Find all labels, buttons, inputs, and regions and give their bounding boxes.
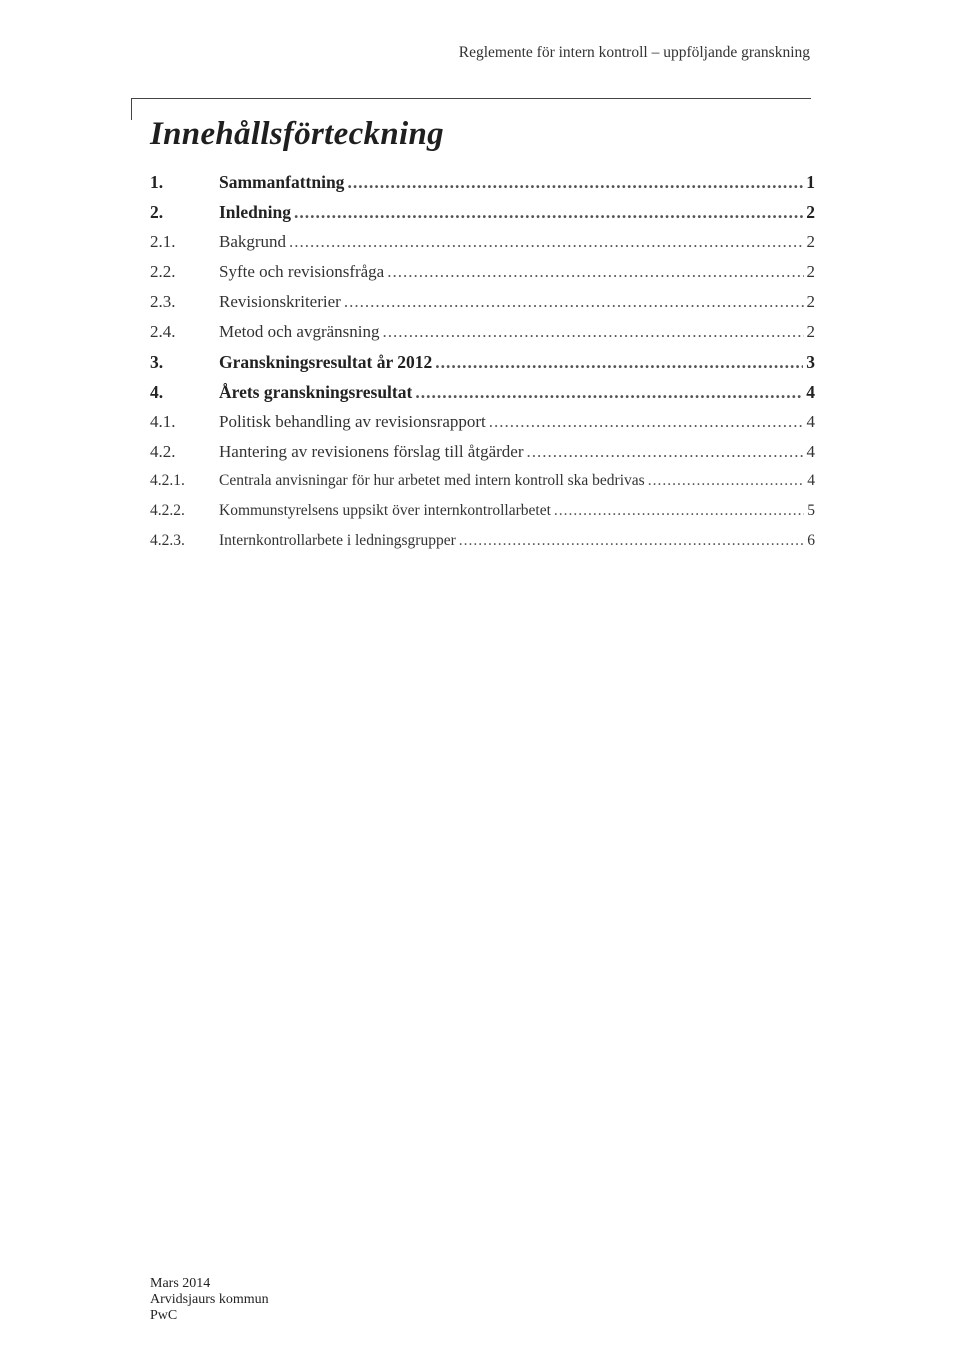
toc-entry[interactable] <box>150 532 815 562</box>
toc-leader-dots <box>415 382 803 403</box>
toc-entry-title: Bakgrund <box>219 232 287 251</box>
toc-entry-number: 2.4. <box>150 322 176 341</box>
toc-entry-title: Internkontrollarbete i ledningsgrupper <box>219 532 456 549</box>
toc-entry-page: 2 <box>806 322 815 341</box>
toc-entry[interactable] <box>150 382 815 412</box>
toc-entry-number: 3. <box>150 352 164 372</box>
toc-entry-title: Sammanfattning <box>219 172 345 192</box>
toc-entry[interactable] <box>150 232 815 262</box>
footer-organization: Arvidsjaurs kommun <box>150 1292 269 1307</box>
toc-entry[interactable] <box>150 172 815 202</box>
header-rule <box>131 98 811 99</box>
toc-entry-number: 4.1. <box>150 412 176 431</box>
footer-author: PwC <box>150 1308 178 1323</box>
document-footer <box>150 1276 269 1324</box>
toc-entry-number: 4.2. <box>150 442 176 461</box>
toc-entry-page: 6 <box>807 532 815 549</box>
toc-entry-number: 2. <box>150 202 164 222</box>
toc-entry-title: Granskningsresultat år 2012 <box>219 352 433 372</box>
toc-entry-number: 1. <box>150 172 164 192</box>
toc-entry-number: 4.2.1. <box>150 472 185 489</box>
toc-entry-number: 4.2.3. <box>150 532 185 549</box>
toc-entry-title: Revisionskriterier <box>219 292 341 311</box>
toc-entry-page: 2 <box>806 202 815 222</box>
toc-heading: Innehållsförteckning <box>150 116 444 152</box>
toc-leader-dots <box>347 172 803 193</box>
toc-entry-number: 2.3. <box>150 292 176 311</box>
toc-entry-title: Metod och avgränsning <box>219 322 380 341</box>
toc-leader-dots <box>435 352 803 373</box>
toc-entry[interactable] <box>150 262 815 292</box>
toc-entry-page: 2 <box>806 292 815 311</box>
toc-leader-dots <box>294 202 803 223</box>
toc-entry[interactable] <box>150 322 815 352</box>
toc-entry[interactable] <box>150 292 815 322</box>
toc-entry-title: Syfte och revisionsfråga <box>219 262 385 281</box>
toc-leader-dots <box>554 502 804 520</box>
table-of-contents <box>150 172 815 562</box>
toc-entry[interactable] <box>150 202 815 232</box>
toc-entry-page: 4 <box>807 472 815 489</box>
toc-entry-page: 4 <box>806 442 815 461</box>
toc-entry[interactable] <box>150 442 815 472</box>
toc-entry-page: 2 <box>806 232 815 251</box>
toc-entry[interactable] <box>150 502 815 532</box>
toc-entry-number: 2.1. <box>150 232 176 251</box>
toc-entry-title: Politisk behandling av revisionsrapport <box>219 412 486 431</box>
toc-leader-dots <box>459 532 805 550</box>
toc-leader-dots <box>344 292 804 312</box>
toc-entry-number: 4. <box>150 382 164 402</box>
toc-entry-title: Hantering av revisionens förslag till åtgärder <box>219 442 524 461</box>
toc-leader-dots <box>526 442 803 462</box>
toc-leader-dots <box>387 262 803 282</box>
toc-leader-dots <box>289 232 803 252</box>
toc-leader-dots <box>648 472 805 490</box>
footer-date: Mars 2014 <box>150 1276 211 1291</box>
toc-entry-number: 4.2.2. <box>150 502 185 519</box>
toc-entry-page: 4 <box>806 412 815 431</box>
toc-entry-page: 2 <box>806 262 815 281</box>
toc-leader-dots <box>383 322 804 342</box>
toc-entry[interactable] <box>150 472 815 502</box>
toc-entry-title: Inledning <box>219 202 291 222</box>
toc-entry-title: Centrala anvisningar för hur arbetet med intern kontroll ska bedrivas <box>219 472 645 489</box>
toc-leader-dots <box>489 412 804 432</box>
toc-entry[interactable] <box>150 412 815 442</box>
toc-entry-page: 4 <box>806 382 815 402</box>
toc-entry-page: 3 <box>806 352 815 372</box>
toc-entry-title: Kommunstyrelsens uppsikt över internkontrollarbetet <box>219 502 551 519</box>
toc-entry-page: 1 <box>806 172 815 192</box>
toc-entry-page: 5 <box>807 502 815 519</box>
header-rule-corner <box>131 98 132 120</box>
document-header-title: Reglemente för intern kontroll – uppföljande granskning <box>458 44 810 61</box>
toc-entry[interactable] <box>150 352 815 382</box>
toc-entry-number: 2.2. <box>150 262 176 281</box>
toc-entry-title: Årets granskningsresultat <box>219 382 413 402</box>
